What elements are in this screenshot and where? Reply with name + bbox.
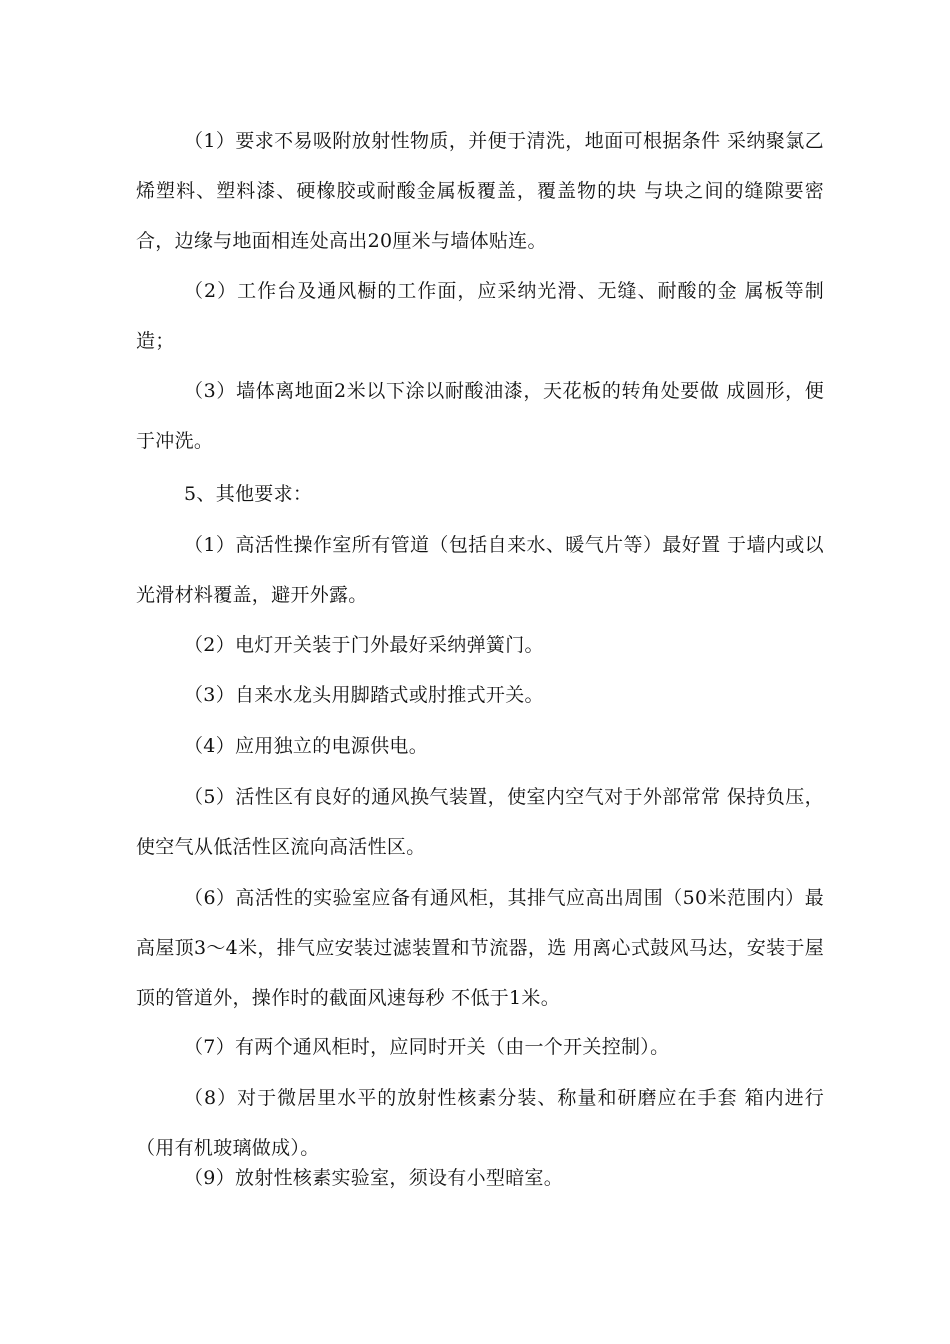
paragraph-5-6: （6）高活性的实验室应备有通风柜，其排气应高出周围（50米范围内）最高屋顶3〜4米，排气应安装过滤装置和节流器，选 用离心式鼓风马达，安装于屋顶的管道外，操作时的截面风速每秒 不低于1米。 <box>136 887 824 1009</box>
paragraph-5-7: （7）有两个通风柜时，应同时开关（由一个开关控制）。 <box>184 1036 670 1058</box>
paragraph-5-1: （1）高活性操作室所有管道（包括自来水、暖气片等）最好置 于墙内或以光滑材料覆盖，避开外露。 <box>136 534 824 606</box>
paragraph-3: （3）墙体离地面2米以下涂以耐酸油漆，天花板的转角处要做 成圆形，便于冲洗。 <box>136 380 824 452</box>
paragraph-5-9: （9）放射性核素实验室，须设有小型暗室。 <box>184 1167 564 1189</box>
paragraph-5-2: （2）电灯开关装于门外最好采纳弹簧门。 <box>184 634 544 656</box>
paragraph-1: （1）要求不易吸附放射性物质，并便于清洗，地面可根据条件 采纳聚氯乙烯塑料、塑料漆、硬橡胶或耐酸金属板覆盖，覆盖物的块 与块之间的缝隙要密合，边缘与地面相连处高出20厘米与墙体贴连。 <box>136 130 824 252</box>
paragraph-5-8: （8）对于微居里水平的放射性核素分装、称量和研磨应在手套 箱内进行（用有机玻璃做成）。 <box>136 1087 824 1159</box>
paragraph-5-3: （3）自来水龙头用脚踏式或肘推式开关。 <box>184 684 544 706</box>
paragraph-2: （2）工作台及通风橱的工作面，应采纳光滑、无缝、耐酸的金 属板等制造； <box>136 280 824 352</box>
section-heading-5: 5、其他要求： <box>184 483 313 505</box>
paragraph-5-5: （5）活性区有良好的通风换气装置，使室内空气对于外部常常 保持负压，使空气从低活性区流向高活性区。 <box>136 786 824 858</box>
paragraph-5-4: （4）应用独立的电源供电。 <box>184 735 428 757</box>
